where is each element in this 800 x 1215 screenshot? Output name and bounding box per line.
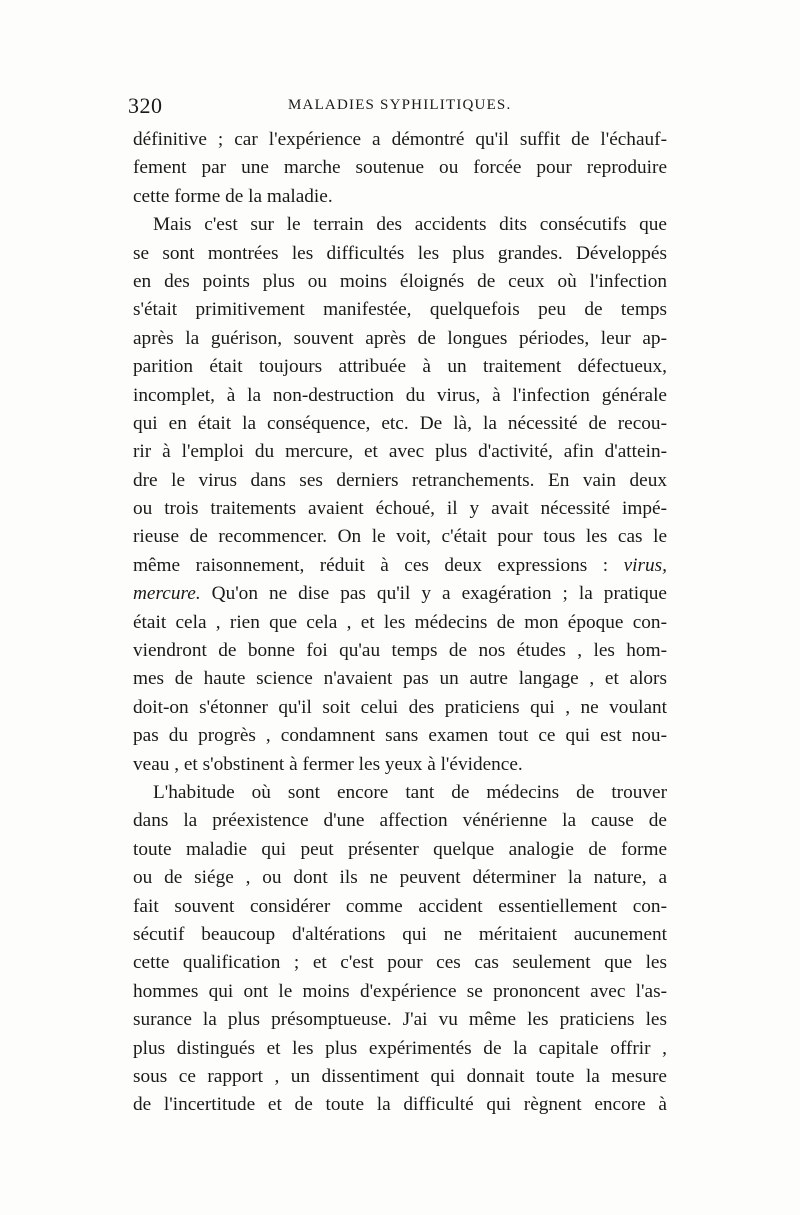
text-line: hommes qui ont le moins d'expérience se prononcent avec l'as- — [133, 980, 667, 1002]
paragraph-start-line: Mais c'est sur le terrain des accidents dits consécutifs que — [153, 214, 667, 236]
italic-term: mercure. — [133, 583, 201, 605]
text-line: s'était primitivement manifestée, quelquefois peu de temps — [133, 299, 667, 321]
text-line-with-italic — [133, 580, 667, 608]
italic-term: virus, — [623, 554, 667, 576]
text-line: veau , et s'obstinent à fermer les yeux à l'évidence. — [133, 753, 523, 775]
text-line-with-italic — [133, 552, 667, 580]
text-line: cette qualification ; et c'est pour ces cas seulement que les — [133, 952, 667, 974]
text-line: fement par une marche soutenue ou forcée pour reproduire — [133, 157, 667, 179]
text-line: viendront de bonne foi qu'au temps de nos études , les hom- — [133, 640, 667, 662]
text-line: plus distingués et les plus expérimentés de la capitale offrir , — [133, 1037, 667, 1059]
text-line: rir à l'emploi du mercure, et avec plus d'activité, afin d'attein- — [133, 441, 667, 463]
paragraph-start-line: L'habitude où sont encore tant de médecins de trouver — [153, 781, 667, 803]
page-header — [128, 93, 688, 123]
text-line: dans la préexistence d'une affection vénérienne la cause de — [133, 810, 667, 832]
text-line: dre le virus dans ses derniers retranchements. En vain deux — [133, 469, 667, 491]
text-line: rieuse de recommencer. On le voit, c'était pour tous les cas le — [133, 526, 667, 548]
text-line: doit-on s'étonner qu'il soit celui des praticiens qui , ne voulant — [133, 696, 667, 718]
text-line: était cela , rien que cela , et les médecins de mon époque con- — [133, 611, 667, 633]
text-line: surance la plus présomptueuse. J'ai vu même les praticiens les — [133, 1009, 667, 1031]
text-line: toute maladie qui peut présenter quelque analogie de forme — [133, 838, 667, 860]
text-line: parition était toujours attribuée à un traitement défectueux, — [133, 356, 667, 378]
text-line: ou de siége , ou dont ils ne peuvent déterminer la nature, a — [133, 867, 667, 889]
text-segment: même raisonnement, réduit à ces deux expressions : — [133, 554, 624, 576]
text-line: de l'incertitude et de toute la difficulté qui règnent encore à — [133, 1094, 667, 1116]
text-line: pas du progrès , condamnent sans examen tout ce qui est nou- — [133, 725, 667, 747]
text-line: sécutif beaucoup d'altérations qui ne méritaient aucunement — [133, 923, 667, 945]
text-line: après la guérison, souvent après de longues périodes, leur ap- — [133, 327, 667, 349]
text-line: se sont montrées les difficultés les plus grandes. Développés — [133, 242, 667, 264]
text-line: définitive ; car l'expérience a démontré qu'il suffit de l'échauf- — [133, 129, 667, 150]
body-text — [133, 126, 667, 1120]
page-number: 320 — [128, 93, 163, 118]
text-line: incomplet, à la non-destruction du virus, à l'infection générale — [133, 384, 667, 406]
text-line: qui en était la conséquence, etc. De là, la nécessité de recou- — [133, 412, 667, 434]
text-line: cette forme de la maladie. — [133, 185, 333, 207]
text-line: fait souvent considérer comme accident essentiellement con- — [133, 895, 667, 917]
text-line: sous ce rapport , un dissentiment qui donnait toute la mesure — [133, 1065, 667, 1087]
text-line: mes de haute science n'avaient pas un autre langage , et alors — [133, 668, 667, 690]
text-segment: Qu'on ne dise pas qu'il y a exagération ; la pratique — [200, 583, 667, 605]
running-head: MALADIES SYPHILITIQUES. — [288, 97, 512, 113]
text-line: ou trois traitements avaient échoué, il y avait nécessité impé- — [133, 498, 667, 520]
text-line: en des points plus ou moins éloignés de ceux où l'infection — [133, 270, 667, 292]
